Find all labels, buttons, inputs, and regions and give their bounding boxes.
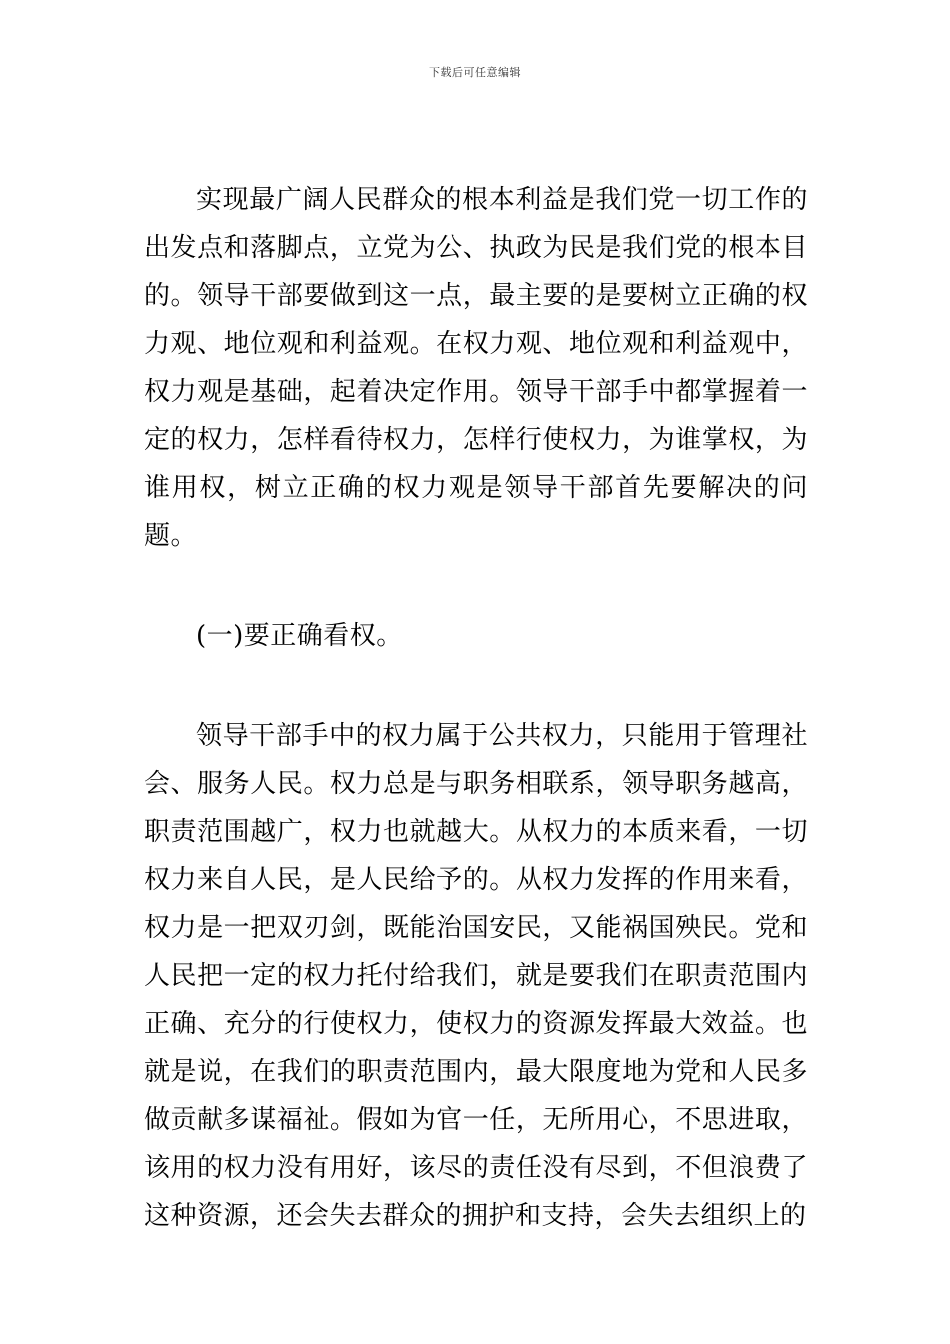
body-paragraph-2: 领导干部手中的权力属于公共权力，只能用于管理社会、服务人民。权力总是与职务相联系，领导职务越高，职责范围越广，权力也就越大。从权力的本质来看，一切权力来自人民，是人民给予的。从权力发挥的作用来看，权力是一把双刃剑，既能治国安民，又能祸国殃民。党和人民把一定的权力托付给我们，就是要我们在职责范围内正确、充分的行使权力，使权力的资源发挥最大效益。也就是说，在我们的职责范围内，最大限度地为党和人民多做贡献多谋福祉。假如为官一任，无所用心，不思进取，该用的权力没有用好，该尽的责任没有尽到，不但浪费了这种资源，还会失去群众的拥护和支持，会失去组织上的 — [144, 721, 808, 1231]
section-heading: (一)要正确看权。 — [196, 621, 403, 651]
page-header-note: 下载后可任意编辑 — [429, 66, 521, 79]
document-body — [144, 176, 808, 1240]
body-paragraph-1: 实现最广阔人民群众的根本利益是我们党一切工作的出发点和落脚点，立党为公、执政为民是我们党的根本目的。领导干部要做到这一点，最主要的是要树立正确的权力观、地位观和利益观。在权力观、地位观和利益观中，权力观是基础，起着决定作用。领导干部手中都掌握着一定的权力，怎样看待权力，怎样行使权力，为谁掌权，为谁用权，树立正确的权力观是领导干部首先要解决的问题。 — [144, 185, 808, 551]
